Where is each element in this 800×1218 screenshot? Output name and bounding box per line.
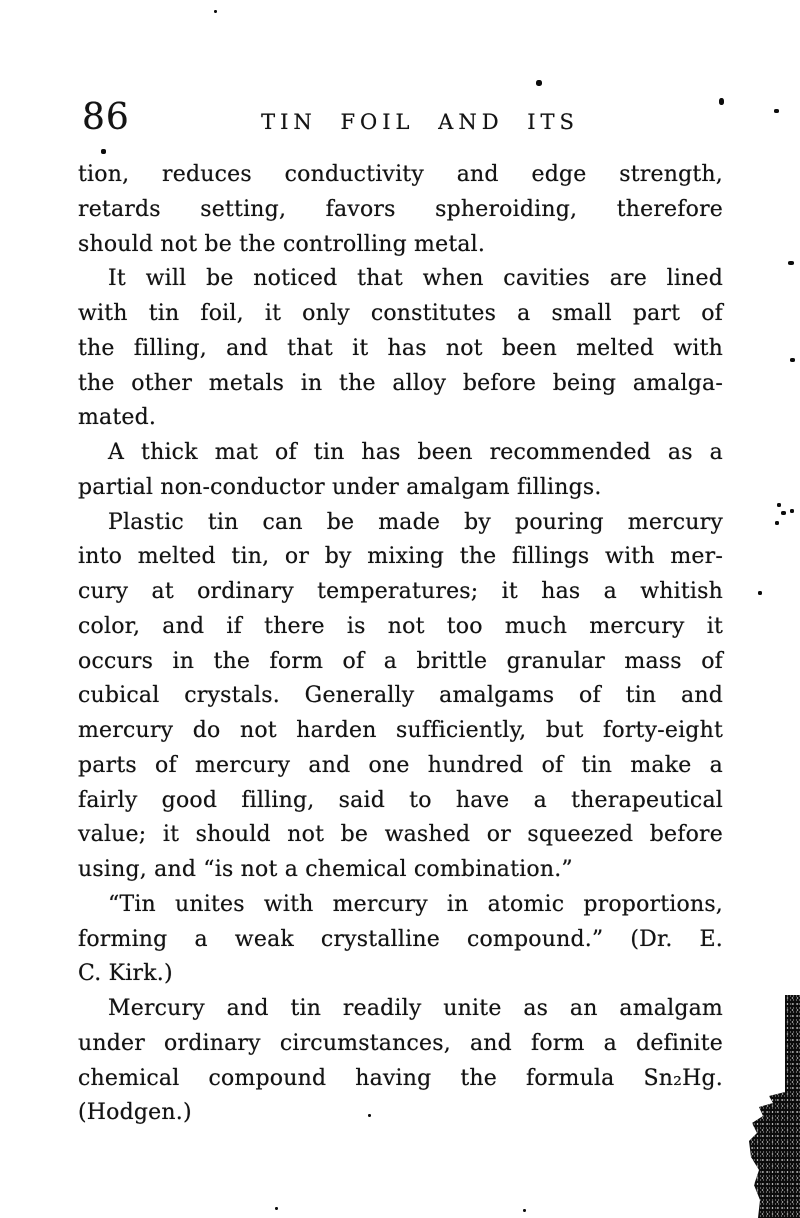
text-line: value; it should not be washed or squeezed before <box>78 822 723 848</box>
scan-speck <box>368 1114 371 1117</box>
text-line: forming a weak crystalline compound.” (Dr. E. <box>78 926 723 952</box>
running-header: TIN FOIL AND ITS <box>261 110 579 134</box>
page-number: 86 <box>82 97 130 138</box>
text-line: partial non-conductor under amalgam fillings. <box>78 474 602 500</box>
text-line: retards setting, favors spheroiding, therefore <box>78 196 723 222</box>
text-line: the other metals in the alloy before being amalga- <box>78 370 723 396</box>
text-line: (Hodgen.) <box>78 1100 192 1126</box>
scan-speck <box>214 10 217 13</box>
text-line: under ordinary circumstances, and form a definite <box>78 1030 723 1056</box>
scan-speck <box>101 149 106 154</box>
paragraph <box>78 262 723 436</box>
text-line: cury at ordinary temperatures; it has a whitish <box>78 579 723 604</box>
text-line: Plastic tin can be made by pouring mercury <box>108 509 723 535</box>
scan-speck <box>781 511 786 515</box>
text-line: color, and if there is not too much mercury it <box>78 613 723 639</box>
scan-speck <box>275 1207 278 1210</box>
scan-speck <box>719 98 724 105</box>
scan-speck <box>758 591 762 595</box>
text-line: Mercury and tin readily unite as an amalgam <box>108 996 723 1021</box>
scan-speck <box>788 261 794 265</box>
text-line: fairly good filling, said to have a therapeutical <box>78 787 723 813</box>
text-line: with tin foil, it only constitutes a small part of <box>78 301 723 326</box>
paragraph <box>78 436 723 506</box>
paragraph <box>78 992 723 1131</box>
scan-speck <box>523 1209 526 1212</box>
text-line: mercury do not harden sufficiently, but forty-eight <box>78 718 723 743</box>
text-line: into melted tin, or by mixing the fillings with mer- <box>78 544 723 570</box>
text-line: cubical crystals. Generally amalgams of tin and <box>78 683 723 709</box>
text-line: using, and “is not a chemical combination.” <box>78 857 573 882</box>
text-line: A thick mat of tin has been recommended as a <box>108 440 723 465</box>
scan-speck <box>536 80 542 86</box>
scan-speck <box>775 521 779 525</box>
text-line: the filling, and that it has not been melted with <box>78 335 723 361</box>
text-line: should not be the controlling metal. <box>78 231 486 257</box>
text-line: tion, reduces conductivity and edge strength, <box>78 162 723 187</box>
text-line: C. Kirk.) <box>78 961 173 987</box>
text-line: occurs in the form of a brittle granular mass of <box>78 648 723 674</box>
text-line: It will be noticed that when cavities are lined <box>108 266 723 292</box>
scan-speck <box>790 358 795 362</box>
scan-speck <box>790 509 794 513</box>
paragraph <box>78 506 723 888</box>
ink-blot-artifact <box>745 995 800 1218</box>
text-line: mated. <box>78 405 157 431</box>
text-line: chemical compound having the formula Sn₂Hg. <box>78 1065 723 1091</box>
scan-speck <box>774 109 779 113</box>
paragraph <box>78 888 723 992</box>
scan-speck <box>777 503 781 507</box>
paragraph <box>78 158 723 262</box>
text-line: “Tin unites with mercury in atomic proportions, <box>108 891 723 917</box>
page-body <box>78 158 723 1131</box>
text-line: parts of mercury and one hundred of tin make a <box>78 752 723 778</box>
